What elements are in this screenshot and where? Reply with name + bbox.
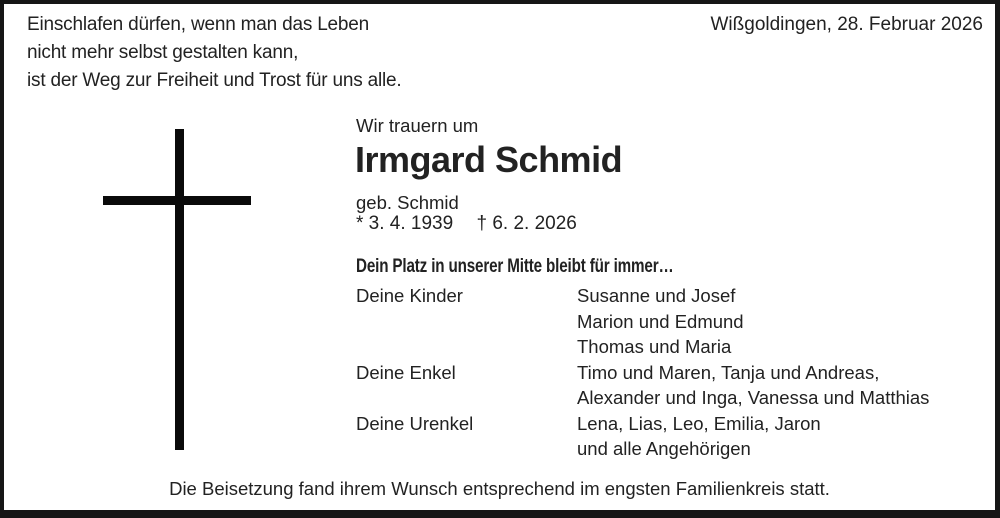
mourner-label: Deine Enkel bbox=[356, 361, 456, 383]
mourner-row-children bbox=[356, 283, 929, 360]
tribute-line: Dein Platz in unserer Mitte bleibt für immer… bbox=[356, 255, 674, 277]
place-and-date: Wißgoldingen, 28. Februar 2026 bbox=[710, 14, 983, 35]
life-dates bbox=[356, 211, 577, 237]
mourner-name-line: Lena, Lias, Leo, Emilia, Jaron bbox=[577, 412, 821, 434]
epigraph-line: ist der Weg zur Freiheit und Trost für uns alle. bbox=[27, 70, 402, 91]
latin-cross-icon bbox=[103, 129, 251, 450]
birth-date: * 3. 4. 1939 bbox=[356, 213, 454, 234]
mourner-name-line: Susanne und Josef bbox=[577, 285, 736, 306]
mourner-name-line: Alexander und Inga, Vanessa und Matthias bbox=[577, 387, 930, 408]
epigraph-line: nicht mehr selbst gestalten kann, bbox=[27, 42, 299, 63]
mourner-name-line: und alle Angehörigen bbox=[577, 438, 751, 459]
mourning-intro: Wir trauern um bbox=[356, 115, 479, 136]
mourner-names bbox=[577, 283, 929, 360]
burial-note: Die Beisetzung fand ihrem Wunsch entsprechend im engsten Familienkreis statt. bbox=[169, 478, 830, 499]
mourner-names bbox=[577, 360, 929, 411]
death-date: † 6. 2. 2026 bbox=[476, 213, 577, 234]
mourner-row-grandchildren bbox=[356, 360, 929, 411]
cross-vertical-bar bbox=[175, 129, 184, 450]
mourner-label: Deine Kinder bbox=[356, 285, 463, 306]
epigraph-line: Einschlafen dürfen, wenn man das Leben bbox=[27, 14, 370, 35]
mourners-list bbox=[356, 283, 929, 462]
mourner-name-line: Timo und Maren, Tanja und Andreas, bbox=[577, 361, 880, 383]
cross-horizontal-bar bbox=[103, 196, 251, 205]
maiden-name: geb. Schmid bbox=[356, 192, 459, 213]
mourner-row-great-grandchildren bbox=[356, 411, 929, 462]
mourner-name-line: Marion und Edmund bbox=[577, 310, 744, 332]
mourner-names bbox=[577, 411, 929, 462]
deceased-name: Irmgard Schmid bbox=[355, 139, 623, 180]
epigraph bbox=[27, 11, 401, 95]
mourner-label: Deine Urenkel bbox=[356, 412, 474, 434]
mourner-name-line: Thomas und Maria bbox=[577, 336, 732, 357]
